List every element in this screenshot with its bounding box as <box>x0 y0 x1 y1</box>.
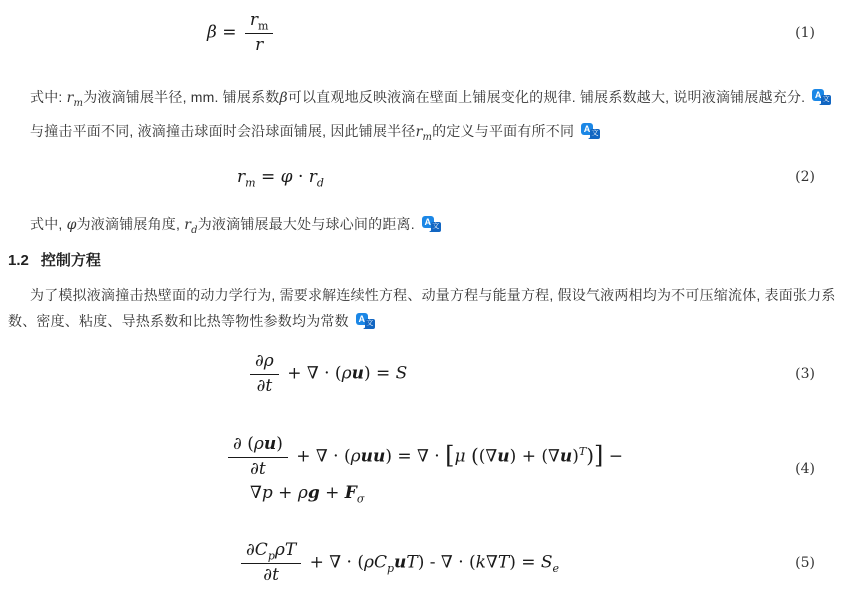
translate-icon-letter: A <box>812 89 824 101</box>
equation-1: β = $\frac{r_m}{r}$ <box>207 11 276 55</box>
translate-icon-letter: A <box>356 313 368 325</box>
section-heading <box>8 249 101 270</box>
equation-2: $r_m = \varphi \cdot r_d$ <box>237 167 324 190</box>
equation-number-3: (3) <box>795 366 815 382</box>
translate-icon[interactable] <box>812 89 832 106</box>
paragraph-text: 为了模拟液滴撞击热壁面的动力学行为, 需要求解连续性方程、动量方程与能量方程, 假设气液两相均为不可压缩流体, 表面张力系数、密度、粘度、导热系数和比热等物性参数均为常数 <box>8 287 836 329</box>
equation-4-line2: $\nabla p + \rho g + F_\sigma$ <box>250 482 365 505</box>
translate-icon-cjk: 文 <box>432 223 440 230</box>
section-title: 控制方程 <box>40 252 101 269</box>
equation-row-5 <box>0 539 848 587</box>
equation-4-momentum <box>225 434 624 505</box>
equation-3-continuity: $\frac{\partial\rho}{\partial t}$ + ∇ · (ρu) = S <box>247 352 407 396</box>
equation-5-energy: $\frac{\partial C_p\rho T}{\partial t}$ + ∇ · $(\rho C_puT)$ - ∇ · $(k\nabla T) = S_e$ <box>238 541 559 585</box>
translate-icon-letter: A <box>581 123 593 135</box>
equation-row-1 <box>0 9 848 55</box>
translate-icon-cjk: 文 <box>366 320 374 327</box>
paragraph-governing-equations <box>8 282 840 334</box>
equation-row-4 <box>0 434 848 505</box>
translate-icon-letter: A <box>422 216 434 228</box>
equation-4-line1: $\frac{\partial (\rho u)}{\partial t}$ + ∇ · (ρuu) = ∇ · [μ $((\nabla u) + (\nabla u)^T)$] − <box>225 435 623 479</box>
section-number: 1.2 <box>8 252 29 269</box>
equation-number-1: (1) <box>795 25 815 41</box>
translate-icon[interactable] <box>356 313 376 330</box>
equation-row-2 <box>0 163 848 191</box>
paragraph-angle-definition <box>8 214 840 241</box>
paragraph-sphere-spread <box>8 121 840 148</box>
equation-number-4: (4) <box>795 461 815 477</box>
paragraph-text: 与撞击平面不同, 液滴撞击球面时会沿球面铺展, 因此铺展半径$r_m$的定义与平面有所不同 <box>30 123 575 143</box>
paragraph-text: 式中: $r_m$为液滴铺展半径, mm. 铺展系数β可以直观地反映液滴在壁面上铺展变化的规律. 铺展系数越大, 说明液滴铺展越充分. <box>30 89 806 109</box>
translate-icon-cjk: 文 <box>822 96 830 103</box>
equation-number-2: (2) <box>795 169 815 185</box>
paragraph-text: 式中, φ为液滴铺展角度, $r_d$为液滴铺展最大处与球心间的距离. <box>30 216 415 236</box>
equation-row-3 <box>0 352 848 396</box>
equation-number-5: (5) <box>795 555 815 571</box>
paragraph-spread-coefficient <box>8 87 840 114</box>
translate-icon-cjk: 文 <box>591 130 599 137</box>
translate-icon[interactable] <box>581 123 601 140</box>
translate-icon[interactable] <box>422 216 442 233</box>
